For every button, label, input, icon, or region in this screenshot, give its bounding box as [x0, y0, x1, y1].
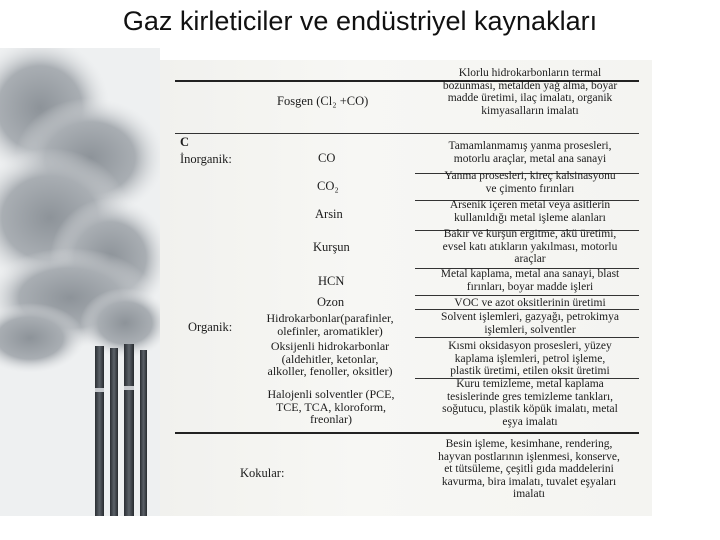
compound-name: Arsin [315, 207, 343, 221]
source-description: Bakır ve kurşun ergitme, akü üretimi, evsel katı atıkların yakılması, motorlu araçlar [442, 228, 618, 265]
smokestack-image [0, 48, 160, 516]
source-description: Klorlu hidrokarbonların termal bozunması, metalden yağ alma, boyar madde üretimi, ilaç imalatı, organik kimyasalların imalatı [442, 67, 618, 117]
source-description: Metal kaplama, metal ana sanayi, blast fırınları, boyar madde işleri [440, 268, 620, 293]
compound-name: HCN [318, 274, 345, 288]
compound-name: Kurşun [313, 240, 350, 254]
compound-name: Fosgen (Cl₂ +CO) [277, 94, 369, 108]
table-rule [175, 133, 639, 134]
source-description: Besin işleme, kesimhane, rendering, hayvan postlarının işlenmesi, konserve, et tütsüleme, çeşitli gıda maddelerini kavurma, bira imalatı, tuvalet eşyaları imalatı [438, 438, 620, 500]
slide-title: Gaz kirleticiler ve endüstriyel kaynakları [122, 6, 598, 36]
category-label: Organik: [188, 320, 233, 334]
compound-name: Hidrokarbonlar(parafinler, olefinler, aromatikler) [266, 311, 394, 338]
compound-name: Ozon [317, 295, 345, 309]
source-description: Kuru temizleme, metal kaplama tesislerinde gres temizleme tankları, soğutucu, plastik köpük imalatı, metal eşya imalatı [442, 378, 618, 428]
compound-name: CO [318, 151, 336, 165]
section-letter: C [180, 135, 190, 149]
category-label: İnorganik: [180, 152, 232, 166]
source-description: Arsenik içeren metal veya asitlerin kullanıldığı metal işleme alanları [449, 199, 611, 224]
source-description: Tamamlanmamış yanma prosesleri, motorlu araçlar, metal ana sanayi [448, 140, 612, 165]
compound-name: Oksijenli hidrokarbonlar (aldehitler, ketonlar, alkoller, fenoller, oksitler) [267, 339, 393, 378]
compound-name: CO₂ [317, 179, 339, 193]
table-rule [415, 337, 639, 338]
source-description: VOC ve azot oksitlerinin üretimi [454, 297, 606, 309]
category-label: Kokular: [240, 466, 285, 480]
source-description: Kısmi oksidasyon prosesleri, yüzey kaplama işlemleri, petrol işleme, plastik üretimi, etilen oksit üretimi [448, 340, 612, 377]
pollutant-source-table [160, 60, 652, 516]
compound-name: Halojenli solventler (PCE, TCE, TCA, kloroform, freonlar) [267, 387, 395, 426]
table-rule [415, 295, 639, 296]
source-description: Solvent işlemleri, gazyağı, petrokimya işlemleri, solventler [441, 311, 619, 336]
table-rule [175, 432, 639, 434]
source-description: Yanma prosesleri, kireç kalsinasyonu ve çimento fırınları [444, 170, 616, 195]
